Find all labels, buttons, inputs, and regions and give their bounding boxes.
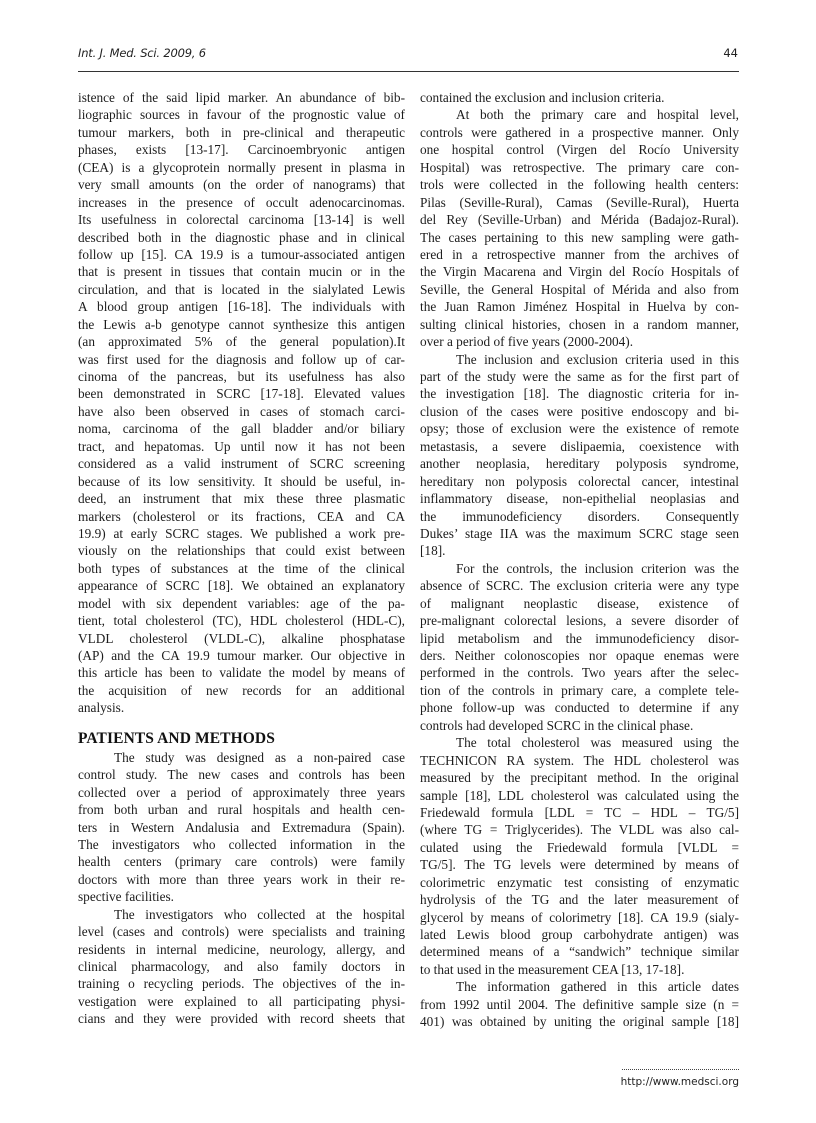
footer-rule: [622, 1069, 739, 1070]
text-line: sample [18], LDL cholesterol was calculated using the: [420, 787, 739, 803]
text-line: part of the study were the same as for the first part of: [420, 369, 739, 384]
text-line: The inclusion and exclusion criteria used in this: [456, 351, 739, 367]
section-heading-patients-and-methods: PATIENTS AND METHODS: [78, 729, 275, 747]
text-line: analysis.: [78, 700, 125, 716]
paragraph-investigators: [78, 906, 405, 1028]
journal-citation: Int. J. Med. Sci. 2009, 6: [78, 46, 206, 60]
text-line: over a period of five years (2000-2004).: [420, 334, 634, 350]
text-line: 19.9) at early SCRC stages. We published a work pre-: [78, 525, 405, 541]
text-line: was first used for the diagnosis and follow up of car-: [78, 351, 405, 367]
text-line: increases in the presence of occult adenocarcinomas.: [78, 194, 405, 210]
text-line: (CEA) is a glycoprotein normally present in plasma in: [78, 159, 405, 175]
text-line: inflammatory disease, non-epithelial neoplasias and: [420, 491, 739, 507]
text-line: measured by the precipitant method. In the original: [420, 770, 739, 786]
left-column: [78, 89, 405, 1028]
text-line: Seville, the General Hospital of Mérida and also from: [420, 281, 739, 297]
text-line: TECHNICON RA system. The HDL cholesterol was: [420, 752, 739, 768]
text-line: hereditary non polyposis colorectal cancer, intestinal: [420, 473, 739, 489]
paragraph-controls-gathering: [420, 106, 739, 350]
text-line: del Rey (Seville-Urban) and Mérida (Badajoz-Rural).: [420, 212, 739, 228]
text-line: absence of SCRC. The exclusion criteria were any type: [420, 578, 739, 594]
text-line: 401) was obtained by uniting the original sample [18]: [420, 1014, 739, 1030]
text-line: lipid metabolism and the immunodeficiency disor-: [420, 630, 739, 646]
text-line: have also been observed in cases of stomach carci-: [78, 403, 405, 419]
text-line: A blood group antigen [16-18]. The individuals with: [78, 299, 405, 315]
text-line: ered in a retrospective manner from the archives of: [420, 246, 739, 262]
text-line: phases, exists [13-17]. Carcinoembryonic antigen: [78, 142, 405, 158]
header-rule: [78, 71, 739, 72]
text-line: Pilas (Seville-Rural), Camas (Seville-Rural), Huerta: [420, 194, 739, 210]
paragraph-measurements: [420, 734, 739, 978]
text-line: istence of the said lipid marker. An abundance of bib-: [78, 90, 405, 105]
paragraph-inclusion-exclusion: [420, 351, 739, 560]
text-line: spective facilities.: [78, 889, 174, 905]
text-line: liographic sources in favour of the prognostic value of: [78, 107, 405, 123]
text-line: one hospital control (Virgen del Rocío University: [420, 142, 739, 158]
text-line: At both the primary care and hospital level,: [456, 107, 739, 123]
text-line: Friedewald formula [LDL = TC – HDL – TG/5]: [420, 804, 739, 820]
text-line: culated using the Friedewald formula [VLDL =: [420, 839, 739, 855]
text-line: lated Lewis blood group carbohydrate antigen) was: [420, 927, 739, 942]
text-line: the Lewis a-b genotype cannot synthesize this antigen: [78, 316, 405, 332]
text-line: (an approximated 5% of the general population).It: [78, 334, 405, 350]
text-line: ters in Western Andalusia and Extremadura (Spain).: [78, 819, 405, 835]
text-line: been demonstrated in SCRC [17-18]. Elevated values: [78, 386, 405, 402]
text-line: glycerol by means of colorimetry [18]. CA 19.9 (sialy-: [420, 909, 739, 925]
text-line: Dukes’ stage IIA was the maximum SCRC stage seen: [420, 525, 739, 541]
text-line: residents in internal medicine, neurology, allergy, and: [78, 941, 405, 957]
text-line: considered as a valid instrument of SCRC screening: [78, 456, 405, 472]
text-line: level (cases and controls) were specialists and training: [78, 924, 405, 940]
text-line: model with six dependent variables: age of the pa-: [78, 595, 405, 611]
text-line: from 1992 until 2004. The definitive sample size (n =: [420, 996, 739, 1012]
text-line: another neoplasia, hereditary polyposis syndrome,: [420, 456, 739, 472]
text-line: of malignant neoplastic disease, existence of: [420, 595, 739, 611]
text-line: deed, an instrument that mix these three plasmatic: [78, 491, 405, 507]
text-line: control study. The new cases and controls has been: [78, 767, 405, 783]
text-line: cinoma of the pancreas, but its usefulness has also: [78, 369, 405, 384]
paragraph-sample-size: [420, 978, 739, 1030]
text-line: to that used in the measurement CEA [13, 17-18].: [420, 961, 685, 977]
text-line: Hospital) was retrospective. The primary care con-: [420, 159, 739, 175]
text-line: vestigation were explained to all participating physi-: [78, 993, 405, 1009]
text-line: the investigation [18]. The diagnostic criteria for in-: [420, 386, 739, 402]
text-line: trols were collected in the following health centers:: [420, 177, 739, 193]
text-line: this article has been to validate the model by means of: [78, 665, 405, 681]
text-line: noma, carcinoma of the gall bladder and/or biliary: [78, 421, 405, 437]
text-line: controls were gathered in a prospective manner. Only: [420, 124, 739, 140]
paragraph-controls-criteria: [420, 560, 739, 734]
footer-url-link[interactable]: http://www.medsci.org: [620, 1076, 739, 1088]
text-line: doctors with more than three years work in their re-: [78, 871, 405, 887]
text-line: the acquisition of new records for an additional: [78, 682, 405, 698]
text-line: The cases pertaining to this new sampling were gath-: [420, 229, 739, 245]
text-line: (where TG = Triglycerides). The VLDL was also cal-: [420, 822, 739, 838]
text-line: tumour markers, both in pre-clinical and therapeutic: [78, 124, 405, 140]
text-line: that is present in tissues that contain mucin or in the: [78, 264, 405, 280]
text-line: tion of the controls in primary care, a complete tele-: [420, 682, 739, 698]
text-line: both types of substances at the time of the clinical: [78, 560, 405, 576]
text-line: The investigators who collected information in the: [78, 836, 405, 852]
text-line: determined means of a “sandwich” technique similar: [420, 944, 739, 960]
text-line: clusion of the cases were positive endoscopy and bi-: [420, 403, 739, 419]
text-line: appearance of SCRC [18]. We obtained an explanatory: [78, 578, 405, 594]
text-line: the immunodeficiency disorders. Consequently: [420, 508, 739, 524]
text-line: Its usefulness in colorectal carcinoma [13-14] is well: [78, 212, 405, 228]
text-line: because of its low sensitivity. It should be useful, in-: [78, 473, 405, 489]
text-line: sulting clinical histories, chosen in a random manner,: [420, 316, 739, 332]
text-line: The total cholesterol was measured using the: [456, 735, 739, 751]
text-line: very small amounts (on the order of nanograms) that: [78, 177, 405, 193]
text-line: performed in the controls. Two years after the selec-: [420, 665, 739, 681]
text-line: health centers (primary care controls) were family: [78, 854, 405, 870]
text-line: The study was designed as a non-paired case: [114, 749, 405, 765]
text-line: (AP) and the CA 19.9 tumour marker. Our objective in: [78, 648, 405, 663]
text-line: tract, and hepatomas. Up until now it has not been: [78, 438, 405, 454]
text-line: VLDL cholesterol (VLDL-C), alkaline phosphatase: [78, 630, 405, 646]
text-line: markers (cholesterol or its fractions, CEA and CA: [78, 508, 405, 524]
text-line: clinical pharmacology, and also family doctors in: [78, 959, 405, 974]
text-line: described both in the diagnostic phase and in clinical: [78, 229, 405, 245]
text-line: contained the exclusion and inclusion criteria.: [420, 90, 665, 105]
text-line: cians and they were provided with record sheets that: [78, 1011, 405, 1027]
text-line: training o recycling periods. The objectives of the in-: [78, 976, 405, 992]
text-line: hydrolysis of the TG and the later measurement of: [420, 892, 739, 908]
text-line: the Virgin Macarena and Virgin del Rocío Hospitals of: [420, 264, 739, 280]
text-line: collected over a period of approximately three years: [78, 784, 405, 800]
text-line: The information gathered in this article dates: [456, 979, 739, 995]
text-line: ders. Neither colonoscopies nor opaque enemas were: [420, 648, 739, 663]
text-line: TG/5]. The TG levels were determined by means of: [420, 857, 739, 873]
text-line: [18].: [420, 543, 446, 559]
text-line: controls had developed SCRC in the clinical phase.: [420, 717, 694, 733]
right-column: [420, 89, 739, 1031]
paragraph-study-design: [78, 749, 405, 906]
text-line: viously on the relationships that could exist between: [78, 543, 405, 559]
text-line: follow up [15]. CA 19.9 is a tumour-associated antigen: [78, 246, 405, 262]
paragraph-intro-continued: [78, 89, 405, 717]
text-line: pre-malignant colorectal lesions, a severe disorder of: [420, 613, 739, 629]
text-line: circulation, and that is located in the sialylated Lewis: [78, 281, 405, 297]
text-line: the Juan Ramon Jiménez Hospital in Huelva by con-: [420, 299, 739, 315]
text-line: For the controls, the inclusion criterion was the: [456, 560, 739, 576]
page-number: 44: [723, 46, 738, 60]
text-line: from both urban and rural hospitals and health cen-: [78, 802, 405, 818]
text-line: The investigators who collected at the hospital: [114, 906, 405, 922]
text-line: opsy; those of exclusion were the existence of remote: [420, 421, 739, 437]
text-line: tient, total cholesterol (TC), HDL cholesterol (HDL-C),: [78, 613, 405, 629]
text-line: colorimetric enzymatic test consisting of enzymatic: [420, 874, 739, 890]
text-line: metastasis, a severe dislipaemia, coexistence with: [420, 438, 739, 454]
text-line: phone follow-up was conducted to determine if any: [420, 700, 739, 716]
